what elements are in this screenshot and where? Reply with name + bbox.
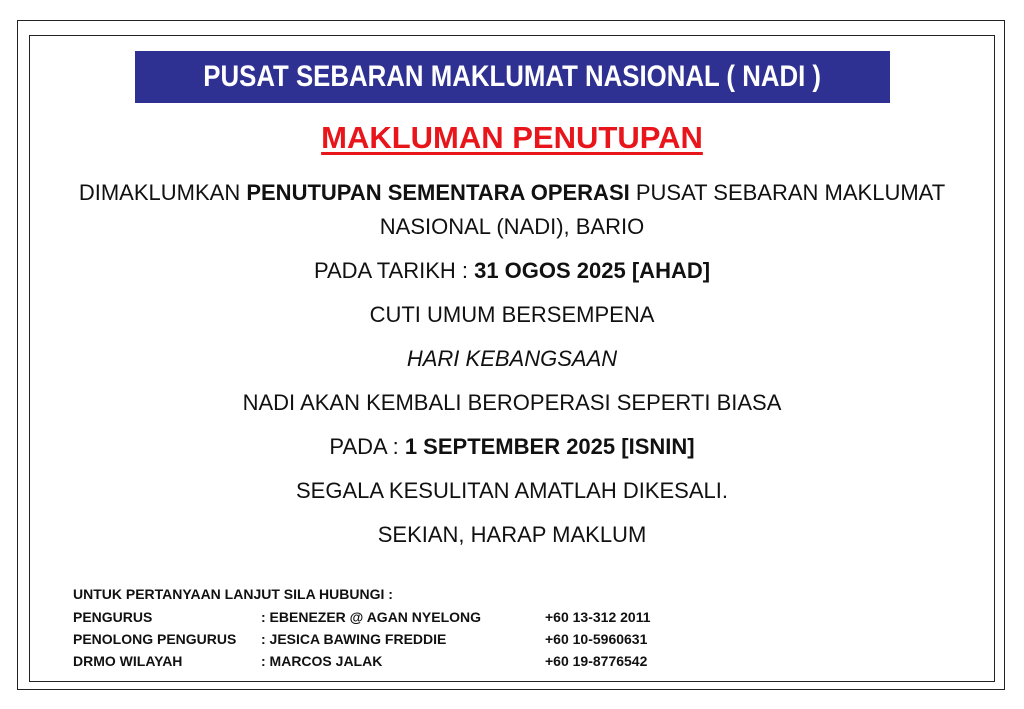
contact-name: : MARCOS JALAK bbox=[261, 653, 383, 669]
reopen-date: PADA : 1 SEPTEMBER 2025 [ISNIN] bbox=[329, 434, 695, 459]
contact-role: PENGURUS bbox=[73, 609, 153, 625]
closure-statement-line2: NASIONAL (NADI), BARIO bbox=[379, 214, 645, 239]
contact-phone: +60 19-8776542 bbox=[545, 653, 648, 669]
contact-phone: +60 10-5960631 bbox=[545, 631, 648, 647]
closure-date-value: 31 OGOS 2025 [AHAD] bbox=[474, 258, 711, 283]
header-title: PUSAT SEBARAN MAKLUMAT NASIONAL ( NADI ) bbox=[203, 60, 822, 93]
closure-date: PADA TARIKH : 31 OGOS 2025 [AHAD] bbox=[313, 258, 711, 283]
reopen-date-value: 1 SEPTEMBER 2025 [ISNIN] bbox=[404, 434, 695, 459]
contact-role: DRMO WILAYAH bbox=[73, 653, 183, 669]
notice-title: MAKLUMAN PENUTUPAN bbox=[321, 120, 703, 155]
closure-statement-line1: DIMAKLUMKAN PENUTUPAN SEMENTARA OPERASI PUSAT SEBARAN MAKLUMAT bbox=[78, 180, 946, 205]
contact-role: PENOLONG PENGURUS bbox=[73, 631, 237, 647]
closure-emphasis: PENUTUPAN SEMENTARA OPERASI bbox=[246, 180, 630, 205]
apology-line: SEGALA KESULITAN AMATLAH DIKESALI. bbox=[295, 478, 728, 503]
header-banner bbox=[135, 51, 890, 103]
contact-heading: UNTUK PERTANYAAN LANJUT SILA HUBUNGI : bbox=[73, 586, 393, 602]
holiday-line: CUTI UMUM BERSEMPENA bbox=[369, 302, 655, 327]
reopen-line: NADI AKAN KEMBALI BEROPERASI SEPERTI BIASA bbox=[242, 390, 782, 415]
contact-name: : JESICA BAWING FREDDIE bbox=[261, 631, 447, 647]
closing-line: SEKIAN, HARAP MAKLUM bbox=[377, 522, 647, 547]
holiday-name: HARI KEBANGSAAN bbox=[406, 346, 618, 371]
contact-phone: +60 13-312 2011 bbox=[545, 609, 651, 625]
contact-name: : EBENEZER @ AGAN NYELONG bbox=[261, 609, 482, 625]
